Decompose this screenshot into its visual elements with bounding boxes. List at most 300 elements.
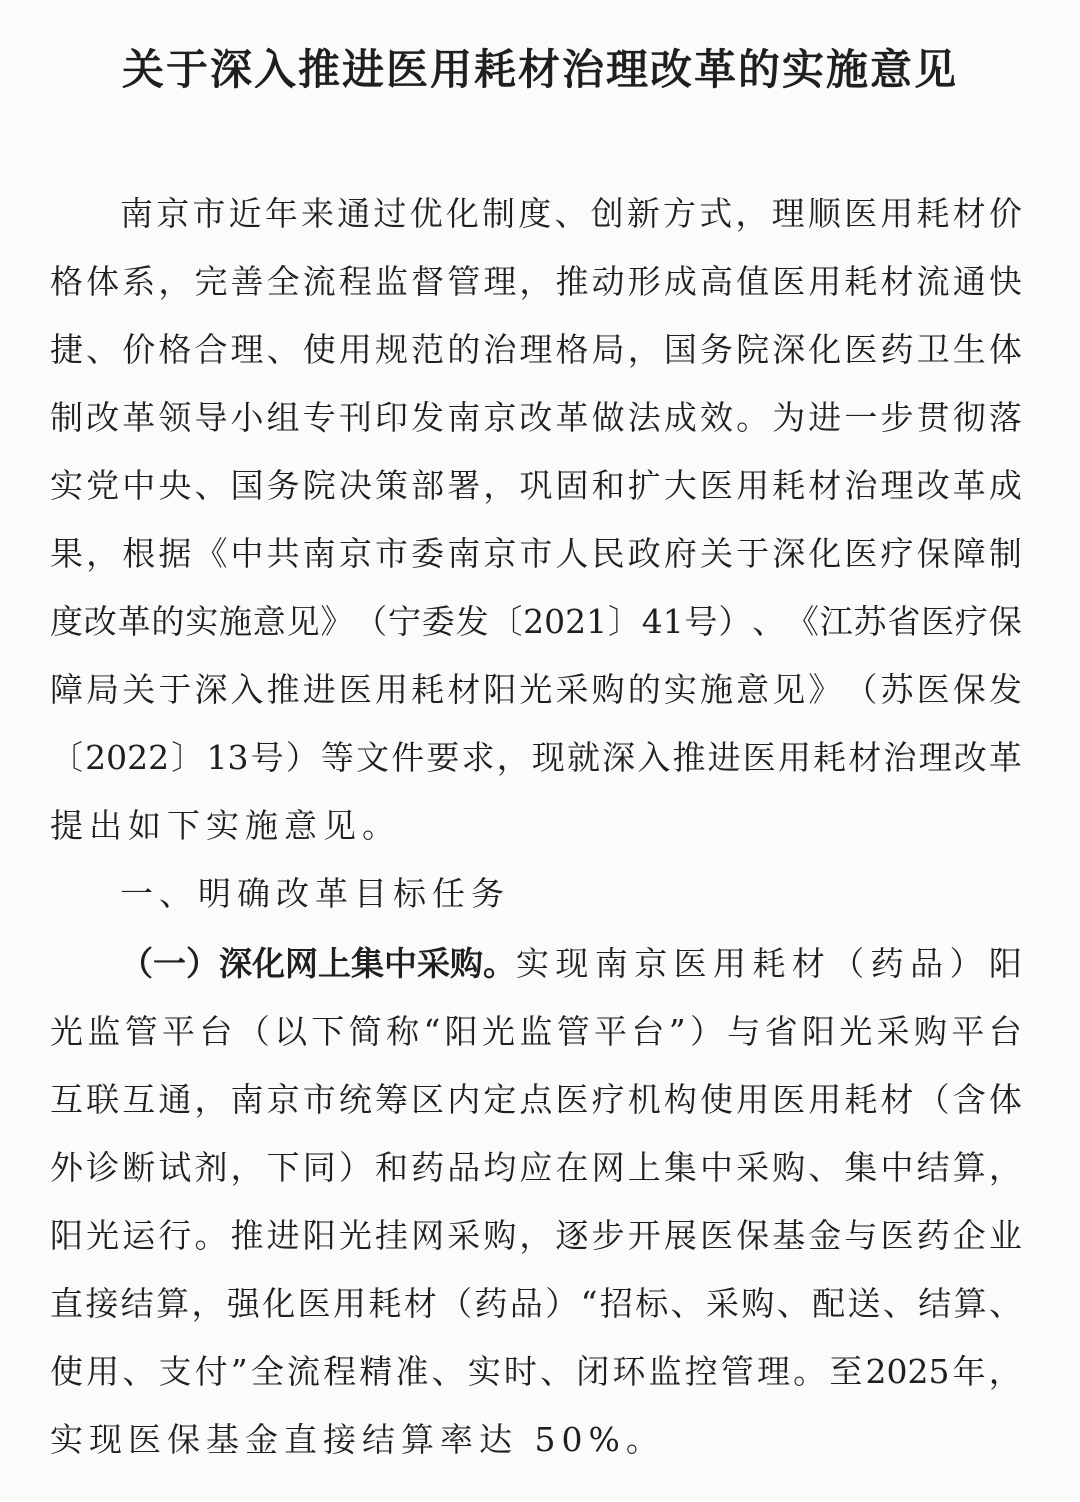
glyph: （ xyxy=(439,1284,473,1323)
glyph: 药 xyxy=(880,330,914,369)
glyph: 医 xyxy=(297,1284,331,1323)
glyph: 医 xyxy=(772,262,806,301)
glyph: 2022 xyxy=(85,738,170,777)
glyph: 区 xyxy=(411,1080,445,1119)
glyph: 用 xyxy=(713,944,747,983)
glyph: 和 xyxy=(374,1148,408,1187)
glyph: 民 xyxy=(591,534,625,573)
glyph: 、 xyxy=(122,1352,156,1391)
glyph: 监 xyxy=(87,1012,121,1051)
glyph: 精 xyxy=(359,1352,393,1391)
glyph: 材 xyxy=(880,262,914,301)
glyph: 等 xyxy=(320,738,354,777)
glyph: 局 xyxy=(86,670,120,709)
glyph: 材 xyxy=(848,738,882,777)
glyph: 小 xyxy=(230,398,264,437)
item-first-rest xyxy=(516,930,1022,998)
glyph: 至 xyxy=(829,1352,863,1391)
glyph: 市 xyxy=(519,534,553,573)
glyph: 近 xyxy=(228,194,262,233)
glyph: 专 xyxy=(302,398,336,437)
glyph: 度 xyxy=(518,194,552,233)
glyph: 互 xyxy=(122,1080,156,1119)
glyph: 南 xyxy=(302,534,336,573)
glyph: 材 xyxy=(403,1284,437,1323)
glyph: 理 xyxy=(230,330,264,369)
glyph: 成 xyxy=(988,466,1022,505)
glyph: 动 xyxy=(591,262,625,301)
glyph: 与 xyxy=(727,1012,761,1051)
glyph: 改 xyxy=(519,398,553,437)
glyph: 〔 xyxy=(50,738,83,777)
glyph: 京 xyxy=(266,1080,300,1119)
glyph: 实 xyxy=(467,1352,501,1391)
glyph: 准 xyxy=(395,1352,429,1391)
glyph: 据 xyxy=(158,534,192,573)
glyph: ， xyxy=(191,1284,225,1323)
glyph: 付 xyxy=(194,1352,228,1391)
glyph: 中 xyxy=(699,1148,733,1187)
glyph: 、 xyxy=(266,330,300,369)
glyph: 阳 xyxy=(302,1216,336,1255)
glyph: 管 xyxy=(124,1012,158,1051)
glyph: 就 xyxy=(567,738,601,777)
glyph: 结 xyxy=(916,1148,950,1187)
glyph: 步 xyxy=(880,398,914,437)
glyph: 、 xyxy=(670,1284,704,1323)
glyph: 平 xyxy=(951,1012,985,1051)
glyph: 上 xyxy=(627,1148,661,1187)
intro-line xyxy=(120,180,1022,248)
glyph: 理 xyxy=(757,1352,790,1391)
glyph: 用 xyxy=(808,1080,842,1119)
glyph: 13 xyxy=(206,738,249,777)
glyph: 理 xyxy=(918,738,952,777)
glyph: 金 xyxy=(808,1216,842,1255)
glyph: （ xyxy=(916,1080,950,1119)
glyph: “ xyxy=(423,1012,441,1051)
glyph: 格 xyxy=(555,330,589,369)
glyph: 控 xyxy=(684,1352,718,1391)
glyph: （ xyxy=(844,670,878,709)
glyph: 配 xyxy=(812,1284,846,1323)
glyph: 标 xyxy=(635,1284,669,1323)
glyph: 文 xyxy=(356,738,390,777)
glyph: 试 xyxy=(158,1148,192,1187)
glyph: 用 xyxy=(736,1080,770,1119)
glyph: 采 xyxy=(706,1284,739,1323)
glyph: ” xyxy=(668,1012,686,1051)
glyph: 改 xyxy=(83,602,117,641)
glyph: 中 xyxy=(880,1148,914,1187)
glyph: 委 xyxy=(421,602,455,641)
glyph: 顺 xyxy=(807,194,841,233)
glyph: 京 xyxy=(483,534,517,573)
glyph: 保 xyxy=(736,1216,770,1255)
glyph: 台 xyxy=(988,1012,1022,1051)
glyph: 《 xyxy=(194,534,228,573)
glyph: 。 xyxy=(736,398,770,437)
glyph: 41 xyxy=(641,602,684,641)
item-line xyxy=(50,1202,1022,1270)
glyph: 。 xyxy=(194,1216,228,1255)
glyph: 、 xyxy=(86,330,120,369)
glyph: 革 xyxy=(117,602,151,641)
glyph: 用 xyxy=(777,738,811,777)
glyph: 意 xyxy=(736,670,770,709)
glyph: 结 xyxy=(120,1284,154,1323)
glyph: 格 xyxy=(50,262,83,301)
glyph: 用 xyxy=(86,1352,120,1391)
glyph: 材 xyxy=(952,194,986,233)
glyph: （ xyxy=(236,1012,270,1051)
glyph: 深 xyxy=(602,738,636,777)
glyph: 用 xyxy=(808,262,842,301)
glyph: 推 xyxy=(555,262,589,301)
glyph: 中 xyxy=(230,534,264,573)
glyph: 京 xyxy=(156,194,190,233)
glyph: ） xyxy=(718,602,752,641)
glyph: 根 xyxy=(122,534,156,573)
glyph: 送 xyxy=(847,1284,881,1323)
glyph: 施 xyxy=(699,670,733,709)
glyph: 价 xyxy=(988,194,1022,233)
item-title: （一）深化网上集中采购。 xyxy=(120,944,516,983)
glyph: 效 xyxy=(699,398,733,437)
glyph: 高 xyxy=(699,262,733,301)
glyph: 中 xyxy=(122,466,156,505)
glyph: 扩 xyxy=(627,466,661,505)
glyph: 领 xyxy=(158,398,192,437)
intro-line xyxy=(50,248,1022,316)
glyph: 式 xyxy=(699,194,733,233)
glyph: 改 xyxy=(916,466,950,505)
glyph: 保 xyxy=(952,670,986,709)
glyph: 定 xyxy=(483,1080,517,1119)
glyph: 新 xyxy=(626,194,660,233)
glyph: 耗 xyxy=(844,1080,878,1119)
glyph: 应 xyxy=(519,1148,553,1187)
glyph: 市 xyxy=(374,534,408,573)
glyph: ， xyxy=(519,262,553,301)
glyph: 务 xyxy=(266,466,300,505)
glyph: 流 xyxy=(286,1352,320,1391)
glyph: 挂 xyxy=(374,1216,408,1255)
glyph: 要 xyxy=(426,738,460,777)
glyph: 企 xyxy=(952,1216,986,1255)
glyph: 平 xyxy=(594,1012,628,1051)
glyph: “ xyxy=(580,1284,598,1323)
glyph: ， xyxy=(519,1216,553,1255)
glyph: 彻 xyxy=(952,398,986,437)
glyph: 〔 xyxy=(489,602,523,641)
glyph: 制 xyxy=(988,534,1022,573)
glyph: 疗 xyxy=(880,534,914,573)
glyph: 入 xyxy=(230,670,264,709)
glyph: 、 xyxy=(808,1148,842,1187)
glyph: 逐 xyxy=(555,1216,589,1255)
glyph: 见 xyxy=(772,670,806,709)
glyph: 点 xyxy=(519,1080,553,1119)
glyph: 光 xyxy=(482,1012,515,1051)
glyph: ， xyxy=(483,466,517,505)
glyph: 革 xyxy=(555,398,589,437)
glyph: 材 xyxy=(791,944,825,983)
glyph: 结 xyxy=(918,1284,952,1323)
glyph: ） xyxy=(689,1012,723,1051)
glyph: 贯 xyxy=(916,398,950,437)
glyph: ） xyxy=(949,944,983,983)
glyph: 理 xyxy=(519,330,553,369)
glyph: 管 xyxy=(720,1352,754,1391)
glyph: 均 xyxy=(483,1148,517,1187)
glyph: 称 xyxy=(386,1012,420,1051)
glyph: 流 xyxy=(302,262,336,301)
glyph: 耗 xyxy=(772,466,806,505)
glyph: 宁 xyxy=(387,602,421,641)
glyph: 价 xyxy=(122,330,156,369)
glyph: 用 xyxy=(338,330,372,369)
glyph: 治 xyxy=(844,466,878,505)
glyph: 来 xyxy=(301,194,335,233)
glyph: 全 xyxy=(266,262,300,301)
glyph: 推 xyxy=(266,670,300,709)
glyph: 医 xyxy=(916,670,950,709)
glyph: 、 xyxy=(540,1352,574,1391)
glyph: 外 xyxy=(50,1148,83,1187)
glyph: 光 xyxy=(50,1012,83,1051)
glyph: 一 xyxy=(844,398,878,437)
glyph: 药 xyxy=(870,944,904,983)
glyph: 采 xyxy=(555,670,589,709)
glyph: 创 xyxy=(590,194,624,233)
glyph: 通 xyxy=(158,1080,192,1119)
glyph: 发 xyxy=(455,602,489,641)
glyph: 品 xyxy=(509,1284,543,1323)
glyph: 政 xyxy=(627,534,661,573)
glyph: 购 xyxy=(741,1284,775,1323)
glyph: 耗 xyxy=(844,262,878,301)
glyph: 值 xyxy=(736,262,770,301)
glyph: 光 xyxy=(839,1012,873,1051)
glyph: 求 xyxy=(461,738,495,777)
glyph: 导 xyxy=(194,398,228,437)
glyph: 成 xyxy=(663,262,697,301)
glyph: 生 xyxy=(952,330,986,369)
glyph: 网 xyxy=(591,1148,625,1187)
glyph: 完 xyxy=(194,262,228,301)
intro-line xyxy=(50,520,1022,588)
glyph: 全 xyxy=(250,1352,284,1391)
glyph: 形 xyxy=(627,262,661,301)
glyph: 刊 xyxy=(338,398,372,437)
glyph: 医 xyxy=(844,534,878,573)
glyph: 范 xyxy=(411,330,445,369)
glyph: 发 xyxy=(988,670,1022,709)
glyph: 业 xyxy=(988,1216,1022,1255)
glyph: 流 xyxy=(916,262,950,301)
glyph: 材 xyxy=(808,466,842,505)
glyph: 实 xyxy=(516,944,549,983)
glyph: 实 xyxy=(185,602,219,641)
glyph: （ xyxy=(354,602,388,641)
glyph: 医 xyxy=(921,602,955,641)
glyph: 成 xyxy=(663,398,697,437)
glyph: 购 xyxy=(591,670,625,709)
glyph: 采 xyxy=(876,1012,910,1051)
intro-line xyxy=(50,452,1022,520)
glyph: 号 xyxy=(250,738,284,777)
glyph: ， xyxy=(627,330,661,369)
glyph: 保 xyxy=(916,534,950,573)
glyph: 江 xyxy=(819,602,853,641)
glyph: 耗 xyxy=(411,670,445,709)
glyph: 意 xyxy=(252,602,286,641)
glyph: ， xyxy=(988,1352,1022,1391)
glyph: 理 xyxy=(880,466,914,505)
glyph: 阳 xyxy=(444,1012,478,1051)
intro-line xyxy=(50,724,1022,792)
glyph: 实 xyxy=(50,466,83,505)
glyph: 光 xyxy=(519,670,553,709)
glyph: 光 xyxy=(338,1216,372,1255)
glyph: 人 xyxy=(555,534,589,573)
glyph: 件 xyxy=(391,738,425,777)
glyph: 卫 xyxy=(916,330,950,369)
glyph: 阳 xyxy=(483,670,517,709)
glyph: 材 xyxy=(880,1080,914,1119)
glyph: 化 xyxy=(445,194,479,233)
glyph: 含 xyxy=(952,1080,986,1119)
glyph: 系 xyxy=(122,262,156,301)
glyph: 化 xyxy=(262,1284,296,1323)
glyph: 药 xyxy=(474,1284,508,1323)
glyph: 化 xyxy=(808,534,842,573)
glyph: 和 xyxy=(591,466,625,505)
glyph: 治 xyxy=(483,330,517,369)
glyph: 》 xyxy=(320,602,354,641)
glyph: 于 xyxy=(736,534,770,573)
glyph: 市 xyxy=(192,194,226,233)
glyph: 法 xyxy=(627,398,661,437)
glyph: 局 xyxy=(591,330,625,369)
glyph: 关 xyxy=(699,534,733,573)
glyph: 医 xyxy=(742,738,776,777)
glyph: 深 xyxy=(194,670,228,709)
glyph: 用 xyxy=(374,670,408,709)
glyph: 的 xyxy=(151,602,185,641)
glyph: 通 xyxy=(337,194,371,233)
glyph: 捷 xyxy=(50,330,83,369)
glyph: 治 xyxy=(883,738,917,777)
glyph: 、 xyxy=(776,1284,810,1323)
glyph: 耗 xyxy=(752,944,786,983)
glyph: 机 xyxy=(627,1080,661,1119)
glyph: 进 xyxy=(707,738,741,777)
glyph: 见 xyxy=(286,602,320,641)
glyph: 程 xyxy=(338,262,372,301)
intro-line xyxy=(50,316,1022,384)
glyph: 算 xyxy=(156,1284,190,1323)
glyph: 《 xyxy=(785,602,819,641)
glyph: ， xyxy=(230,1148,264,1187)
glyph: ） xyxy=(545,1284,579,1323)
glyph: 于 xyxy=(158,670,192,709)
glyph: 简 xyxy=(348,1012,382,1051)
glyph: （ xyxy=(831,944,865,983)
glyph: 年 xyxy=(952,1352,986,1391)
glyph: 剂 xyxy=(194,1148,228,1187)
glyph: 省 xyxy=(764,1012,798,1051)
glyph: 部 xyxy=(411,466,445,505)
glyph: 委 xyxy=(411,534,445,573)
glyph: 同 xyxy=(302,1148,336,1187)
glyph: 下 xyxy=(266,1148,300,1187)
glyph: 招 xyxy=(599,1284,633,1323)
glyph: 进 xyxy=(302,670,336,709)
glyph: 京 xyxy=(338,534,372,573)
item-line xyxy=(50,1134,1022,1202)
glyph: ， xyxy=(496,738,530,777)
glyph: 大 xyxy=(663,466,697,505)
glyph: 南 xyxy=(230,1080,264,1119)
glyph: 、 xyxy=(989,1284,1022,1323)
glyph: 优 xyxy=(409,194,443,233)
glyph: 支 xyxy=(158,1352,192,1391)
glyph: 进 xyxy=(808,398,842,437)
glyph: 基 xyxy=(772,1216,806,1255)
glyph: 深 xyxy=(772,534,806,573)
glyph: 市 xyxy=(302,1080,336,1119)
glyph: ” xyxy=(230,1352,248,1391)
glyph: 实 xyxy=(663,670,697,709)
glyph: 督 xyxy=(411,262,445,301)
glyph: 苏 xyxy=(853,602,887,641)
glyph: 院 xyxy=(736,330,770,369)
glyph: 深 xyxy=(772,330,806,369)
glyph: 发 xyxy=(411,398,445,437)
glyph: 联 xyxy=(86,1080,120,1119)
glyph: 行 xyxy=(158,1216,192,1255)
glyph: 〕 xyxy=(171,738,205,777)
glyph: ， xyxy=(158,262,192,301)
glyph: 号 xyxy=(684,602,718,641)
glyph: 组 xyxy=(266,398,300,437)
glyph: 使 xyxy=(302,330,336,369)
glyph: 平 xyxy=(162,1012,196,1051)
glyph: 医 xyxy=(844,194,878,233)
glyph: 程 xyxy=(323,1352,357,1391)
glyph: 使 xyxy=(699,1080,733,1119)
glyph: 化 xyxy=(808,330,842,369)
glyph: 诊 xyxy=(86,1148,120,1187)
glyph: 南 xyxy=(447,398,481,437)
glyph: 台 xyxy=(631,1012,665,1051)
glyph: 展 xyxy=(663,1216,697,1255)
glyph: 集 xyxy=(663,1148,697,1187)
glyph: 障 xyxy=(50,670,83,709)
glyph: 使 xyxy=(50,1352,83,1391)
glyph: ） xyxy=(338,1148,372,1187)
glyph: 体 xyxy=(86,262,120,301)
glyph: 用 xyxy=(736,466,770,505)
glyph: 巩 xyxy=(519,466,553,505)
glyph: 通 xyxy=(952,262,986,301)
glyph: 、 xyxy=(194,466,228,505)
glyph: 采 xyxy=(736,1148,770,1187)
glyph: 落 xyxy=(988,398,1022,437)
glyph: 时 xyxy=(503,1352,537,1391)
